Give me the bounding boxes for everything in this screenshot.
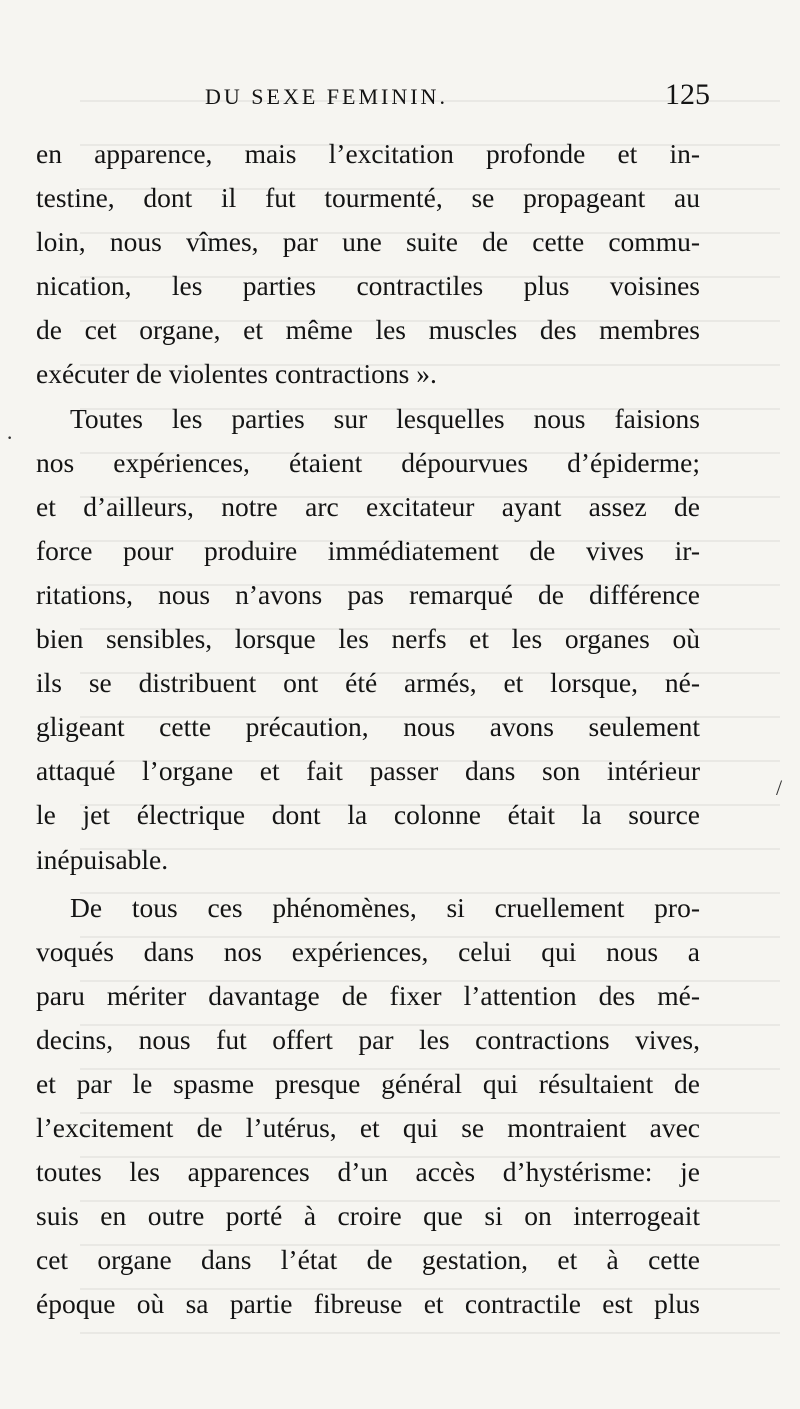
text-line: bien sensibles, lorsque les nerfs et les organes où — [36, 623, 700, 655]
text-line: l’excitement de l’utérus, et qui se montraient avec — [36, 1112, 700, 1144]
text-line: nos expériences, étaient dépourvues d’épiderme; — [36, 446, 700, 478]
body-text — [36, 132, 700, 1327]
text-line: attaqué l’organe et fait passer dans son intérieur — [36, 755, 700, 787]
text-line: époque où sa partie fibreuse et contractile est plus — [36, 1288, 700, 1320]
text-line: Toutes les parties sur lesquelles nous faisions — [70, 402, 700, 434]
text-line: loin, nous vîmes, par une suite de cette commu- — [36, 226, 700, 258]
text-line: de cet organe, et même les muscles des membres — [36, 314, 700, 346]
text-line: force pour produire immédiatement de vives ir- — [36, 534, 700, 566]
text-line: gligeant cette précaution, nous avons seulement — [36, 711, 700, 743]
text-line: suis en outre porté à croire que si on interrogeait — [36, 1200, 700, 1232]
text-line: et d’ailleurs, notre arc excitateur ayant assez de — [36, 490, 700, 522]
text-line: paru mériter davantage de fixer l’attention des mé- — [36, 979, 700, 1011]
margin-speck: · — [6, 425, 14, 450]
margin-stroke: / — [776, 775, 783, 800]
text-line: voqués dans nos expériences, celui qui nous a — [36, 935, 700, 967]
text-line: ritations, nous n’avons pas remarqué de différence — [36, 578, 700, 610]
text-line: et par le spasme presque général qui résultaient de — [36, 1067, 700, 1099]
text-line: le jet électrique dont la colonne était la source — [36, 799, 700, 831]
text-line: cet organe dans l’état de gestation, et à cette — [36, 1244, 700, 1276]
text-line: De tous ces phénomènes, si cruellement pro- — [70, 891, 700, 923]
text-line: ils se distribuent ont été armés, et lorsque, né- — [36, 667, 700, 699]
text-line: exécuter de violentes contractions ». — [36, 358, 437, 390]
text-line: decins, nous fut offert par les contractions vives, — [36, 1023, 700, 1055]
text-line: inépuisable. — [36, 843, 169, 875]
text-line: nication, les parties contractiles plus voisines — [36, 270, 700, 302]
text-line: testine, dont il fut tourmenté, se propageant au — [36, 182, 700, 214]
page-number: 125 — [665, 78, 710, 111]
running-head: DU SEXE FEMININ. — [205, 84, 448, 109]
text-line: toutes les apparences d’un accès d’hystérisme: je — [36, 1156, 700, 1188]
text-line: en apparence, mais l’excitation profonde et in- — [36, 138, 700, 169]
page-header — [205, 78, 710, 120]
